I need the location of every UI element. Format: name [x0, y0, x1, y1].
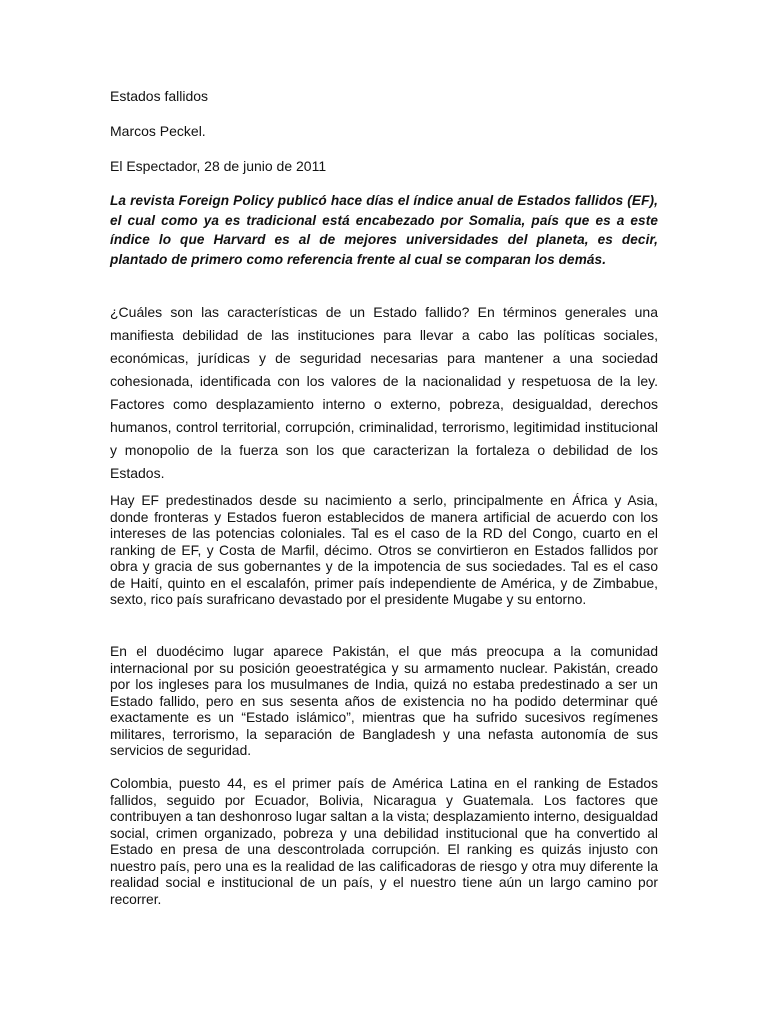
source-line: El Espectador, 28 de junio de 2011	[110, 158, 327, 174]
body-paragraph-1: ¿Cuáles son las características de un Estado fallido? En términos generales una manifiesta debilidad de las instituciones para llevar a cabo las políticas sociales, económicas, jurídicas y de seguridad necesarias para mantener a una sociedad cohesionada, identificada con los valores de la nacionalidad y respetuosa de la ley. Factores como desplazamiento interno o externo, pobreza, desigualdad, derechos humanos, control territorial, corrupción, criminalidad, terrorismo, legitimidad institucional y monopolio de la fuerza son los que caracterizan la fortaleza o debilidad de los Estados.	[110, 304, 658, 481]
author-line: Marcos Peckel.	[110, 123, 206, 139]
body-paragraph-4: Colombia, puesto 44, es el primer país de América Latina en el ranking de Estados fallidos, seguido por Ecuador, Bolivia, Nicaragua y Guatemala. Los factores que contribuyen a tan deshonroso lugar saltan a la vista; desplazamiento interno, desigualdad social, crimen organizado, pobreza y una debilidad institucional que ha convertido al Estado en presa de una descontrolada corrupción. El ranking es quizás injusto con nuestro país, pero una es la realidad de las calificadoras de riesgo y otra muy diferente la realidad social e institucional de un país, y el nuestro tiene aún un largo camino por recorrer.	[110, 776, 658, 907]
document-title: Estados fallidos	[110, 88, 209, 104]
body-paragraph-3: En el duodécimo lugar aparece Pakistán, el que más preocupa a la comunidad internacional por su posición geoestratégica y su armamento nuclear. Pakistán, creado por los ingleses para los musulmanes de India, quizá no estaba predestinado a ser un Estado fallido, pero en sus sesenta años de existencia no ha podido determinar qué exactamente es un “Estado islámico”, mientras que ha sufrido sucesivos regímenes militares, terrorismo, la separación de Bangladesh y una nefasta autonomía de sus servicios de seguridad.	[110, 644, 658, 758]
lead-paragraph: La revista Foreign Policy publicó hace días el índice anual de Estados fallidos (EF), el cual como ya es tradicional está encabezado por Somalia, país que es a este índice lo que Harvard es al de mejores universidades del planeta, es decir, plantado de primero como referencia frente al cual se comparan los demás.	[110, 193, 658, 267]
body-paragraph-2: Hay EF predestinados desde su nacimiento a serlo, principalmente en África y Asia, donde fronteras y Estados fueron establecidos de manera artificial de acuerdo con los intereses de las potencias coloniales. Tal es el caso de la RD del Congo, cuarto en el ranking de EF, y Costa de Marfil, décimo. Otros se convirtieron en Estados fallidos por obra y gracia de sus gobernantes y de la impotencia de sus sociedades. Tal es el caso de Haití, quinto en el escalafón, primer país independiente de América, y de Zimbabue, sexto, rico país surafricano devastado por el presidente Mugabe y su entorno.	[110, 493, 658, 607]
